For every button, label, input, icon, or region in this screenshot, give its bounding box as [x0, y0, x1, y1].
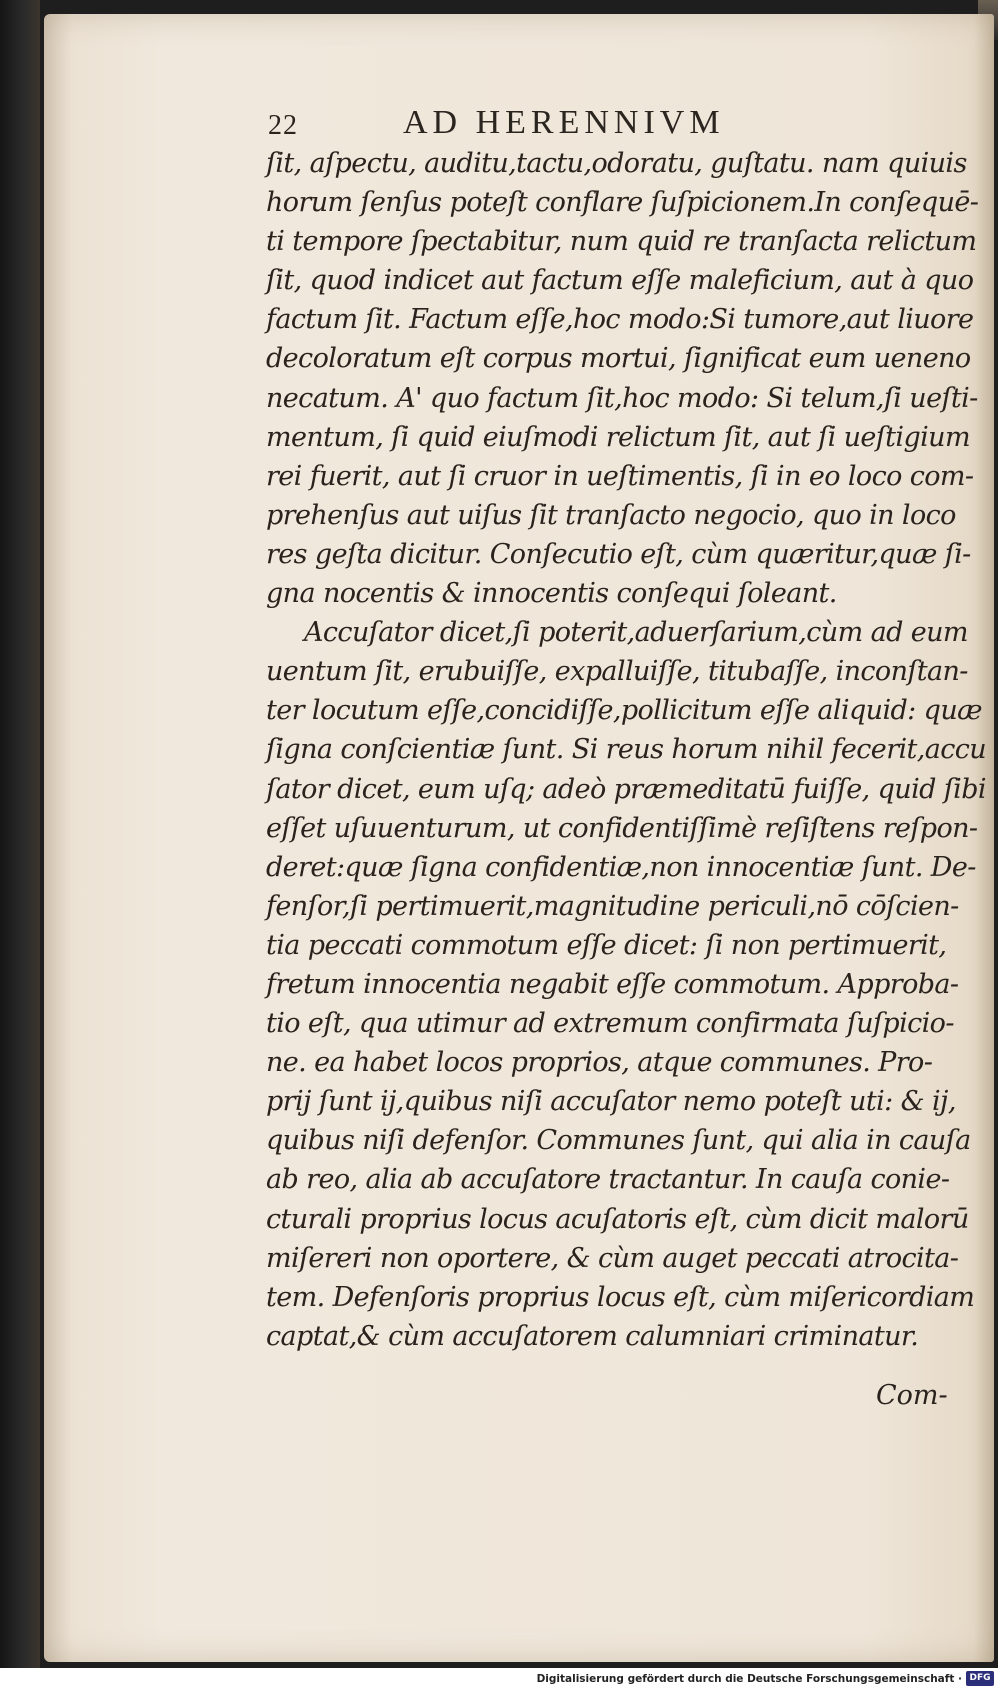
text-line: factum ſit. Factum eſſe,hoc modo:Si tumore,aut liuore [266, 304, 974, 336]
text-line: tio eſt, qua utimur ad extremum confirmata ſuſpicio- [266, 1008, 954, 1040]
text-line: prehenſus aut uiſus ſit tranſacto negocio, quo in loco [266, 499, 956, 531]
dfg-logo: DFG [966, 1671, 994, 1686]
text-line: gna nocentis & innocentis conſequi ſoleant. [266, 578, 837, 610]
text-line: Accuſator dicet,ſi poterit,aduerſarium,cùm ad eum [304, 617, 968, 649]
text-line: tem. Defenſoris proprius locus eſt, cùm miſericordiam [266, 1281, 975, 1313]
funding-credit: Digitalisierung gefördert durch die Deutsche Forschungsgemeinschaft · [536, 1673, 962, 1685]
text-line: ſit, aſpectu, auditu,tactu,odoratu, guſtatu. nam quiuis [266, 148, 967, 179]
text-line: ne. ea habet locos proprios, atque communes. Pro- [266, 1047, 933, 1079]
text-line: ſit, quod indicet aut factum eſſe maleficium, aut à quo [266, 265, 974, 297]
text-line: cturali proprius locus acuſatoris eſt, cùm dicit malorū [266, 1203, 969, 1235]
text-line: ter locutum eſſe,concidiſſe,pollicitum eſſe aliquid: quæ [266, 695, 982, 727]
catchword: Com- [876, 1380, 948, 1411]
text-line: eſſet uſuuenturum, ut confidentiſſimè reſiſtens reſpon- [266, 812, 978, 844]
text-line: res geſta dicitur. Conſecutio eſt, cùm quæritur,quæ ſi- [266, 538, 971, 570]
text-line: mentum, ſi quid eiuſmodi relictum ſit, aut ſi ueſtigium [266, 421, 970, 453]
text-line: deret:quæ ſigna confidentiæ,non innocentiæ ſunt. De- [266, 851, 976, 883]
text-line: tia peccati commotum eſſe dicet: ſi non pertimuerit, [266, 929, 947, 961]
text-line: miſereri non oportere, & cùm auget peccati atrocita- [266, 1242, 959, 1274]
text-line: necatum. A' quo factum ſit,hoc modo: Si telum,ſi ueſti- [266, 382, 978, 414]
text-line: prij ſunt ij,quibus niſi accuſator nemo poteſt uti: & ij, [266, 1086, 956, 1118]
text-line: ſator dicet, eum uſq; adeò præmeditatū fuiſſe, quid ſibi [266, 773, 986, 805]
text-line: decoloratum eſt corpus mortui, ſignificat eum ueneno [266, 343, 971, 375]
running-head-title: AD HERENNIVM [403, 104, 725, 141]
text-line: ſigna conſcientiæ ſunt. Si reus horum nihil fecerit,accu [266, 734, 987, 766]
footer-bar [0, 1668, 1000, 1693]
text-line: uentum ſit, erubuiſſe, expalluiſſe, titubaſſe, inconſtan- [266, 656, 968, 688]
text-line: rei fuerit, aut ſi cruor in ueſtimentis, ſi in eo loco com- [266, 460, 974, 492]
running-head [268, 104, 828, 144]
page-number: 22 [268, 110, 298, 141]
text-line: fretum innocentia negabit eſſe commotum. Approba- [266, 968, 959, 1000]
body-text [266, 144, 987, 1356]
text-line: ab reo, alia ab accuſatore tractantur. In cauſa conie- [266, 1164, 950, 1196]
text-line: quibus niſi defenſor. Communes ſunt, qui alia in cauſa [266, 1125, 971, 1157]
text-line: ti tempore ſpectabitur, num quid re tranſacta relictum [266, 226, 977, 258]
text-line: captat,& cùm accuſatorem calumniari criminatur. [266, 1320, 919, 1352]
text-line: horum ſenſus poteſt conflare ſuſpicionem.In conſequē- [266, 187, 979, 219]
text-line: fenſor,ſi pertimuerit,magnitudine periculi,nō cōſcien- [266, 890, 959, 922]
